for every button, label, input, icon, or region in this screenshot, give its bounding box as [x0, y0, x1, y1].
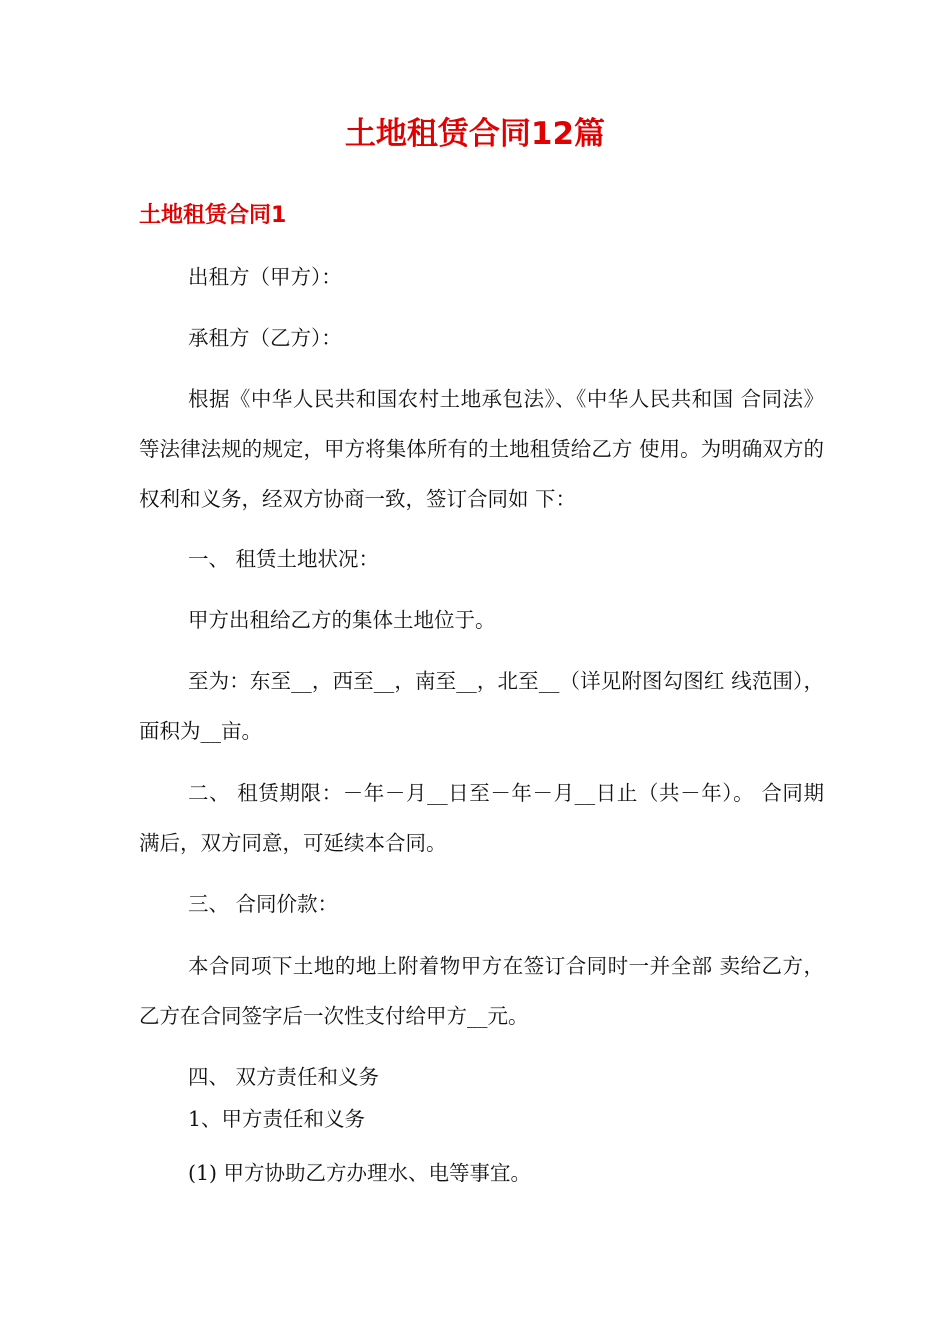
paragraph-lessee: 承租方（乙方）：: [188, 326, 342, 350]
paragraph-preamble: 根据《中华人民共和国农村土地承包法》、《中华人民共和国 合同法》等法律法规的规定，甲方将集体所有的土地租赁给乙方 使用。为明确双方的权利和义务，经双方协商一致，签订合同如 下：: [139, 387, 824, 511]
paragraph-party-a-duties: 1、甲方责任和义务: [188, 1107, 366, 1131]
paragraph-boundaries: 至为：东至__，西至__，南至__，北至__（详见附图勾图红 线范围），面积为__亩。: [139, 669, 824, 743]
paragraph-section-one: 一、 租赁土地状况：: [188, 547, 380, 571]
section-heading: 土地租赁合同1: [139, 203, 287, 228]
paragraph-section-three: 三、 合同价款：: [188, 892, 339, 916]
document-title: 土地租赁合同12篇: [344, 116, 606, 152]
paragraph-section-four: 四、 双方责任和义务: [188, 1065, 380, 1089]
paragraph-lessor: 出租方（甲方）：: [188, 265, 342, 289]
paragraph-section-two: 二、 租赁期限：－年－月__日至－年－月__日止（共－年）。 合同期满后，双方同意，可延续本合同。: [139, 781, 824, 855]
paragraph-land-location: 甲方出租给乙方的集体土地位于。: [188, 608, 496, 632]
paragraph-item-1: (1) 甲方协助乙方办理水、电等事宜。: [188, 1161, 532, 1185]
paragraph-price: 本合同项下土地的地上附着物甲方在签订合同时一并全部 卖给乙方，乙方在合同签字后一次性支付给甲方__元。: [139, 954, 824, 1028]
